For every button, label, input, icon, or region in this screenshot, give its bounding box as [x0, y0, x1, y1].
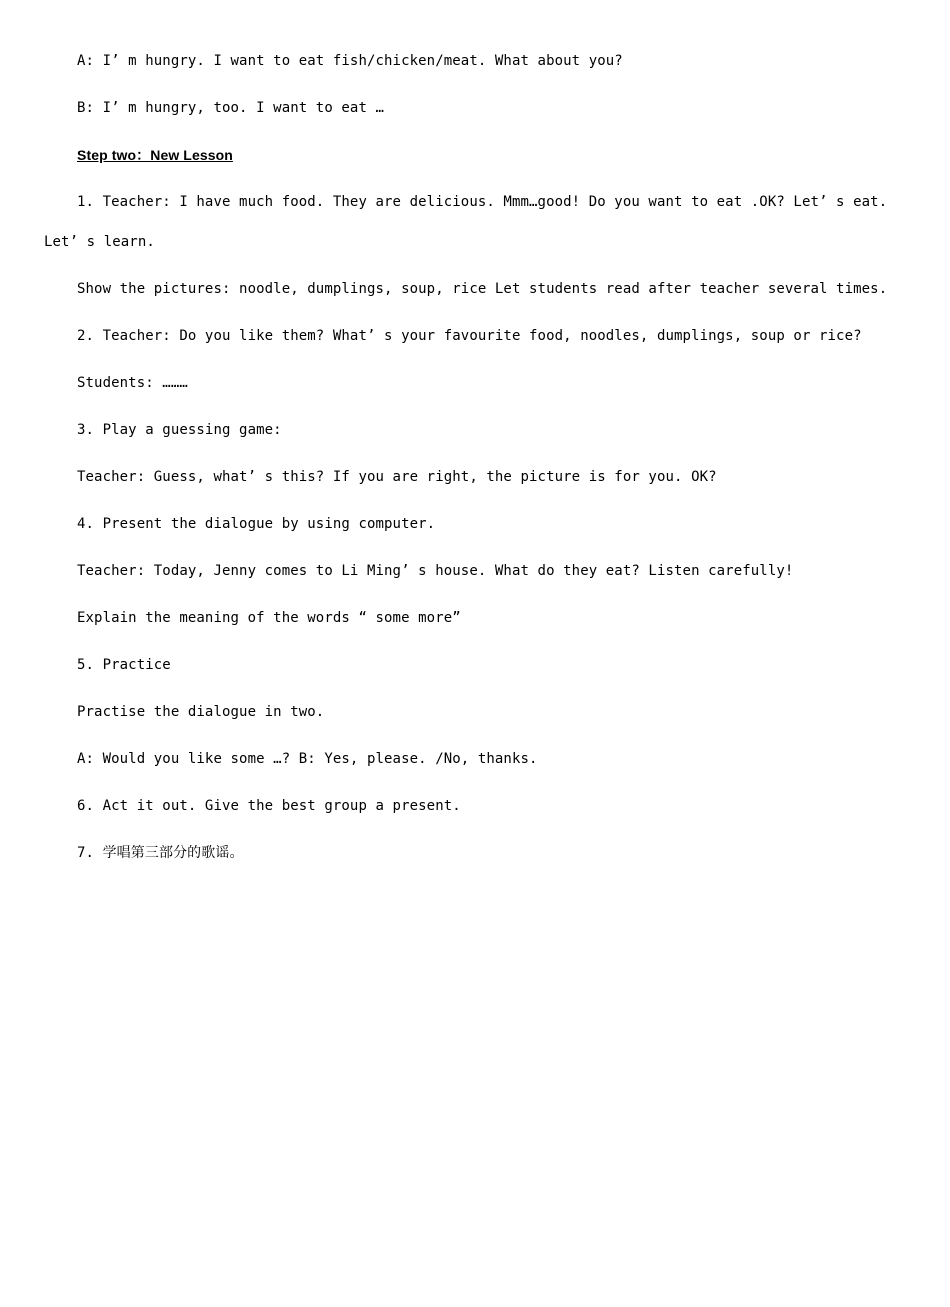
step-1-teacher-line: 1. Teacher: I have much food. They are delicious. Mmm…good! Do you want to eat .OK? Let’ s eat.: [77, 194, 888, 210]
students-line: Students: ………: [77, 375, 188, 391]
show-pictures-line: Show the pictures: noodle, dumplings, soup, rice Let students read after teacher several times.: [77, 281, 888, 297]
section-heading: Step two：New Lesson: [77, 147, 233, 163]
step-6-line: 6. Act it out. Give the best group a present.: [77, 798, 461, 814]
step-1-continuation: Let’ s learn.: [44, 234, 155, 250]
explain-line: Explain the meaning of the words “ some more”: [77, 610, 461, 626]
jenny-line: Teacher: Today, Jenny comes to Li Ming’ s house. What do they eat? Listen carefully!: [77, 563, 794, 579]
step-2-teacher-line: 2. Teacher: Do you like them? What’ s your favourite food, noodles, dumplings, soup or rice?: [77, 328, 862, 344]
guess-line: Teacher: Guess, what’ s this? If you are right, the picture is for you. OK?: [77, 469, 717, 485]
practise-line: Practise the dialogue in two.: [77, 704, 325, 720]
step-4-line: 4. Present the dialogue by using computer.: [77, 516, 436, 532]
dialogue-line-b: B: I’ m hungry, too. I want to eat …: [77, 100, 385, 116]
step-3-line: 3. Play a guessing game:: [77, 422, 282, 438]
dialogue-line-a: A: I’ m hungry. I want to eat fish/chicken/meat. What about you?: [77, 53, 623, 69]
step-7-line: 7. 学唱第三部分的歌谣。: [77, 845, 244, 861]
dialogue-practice-line: A: Would you like some …? B: Yes, please. /No, thanks.: [77, 751, 538, 767]
step-5-line: 5. Practice: [77, 657, 171, 673]
